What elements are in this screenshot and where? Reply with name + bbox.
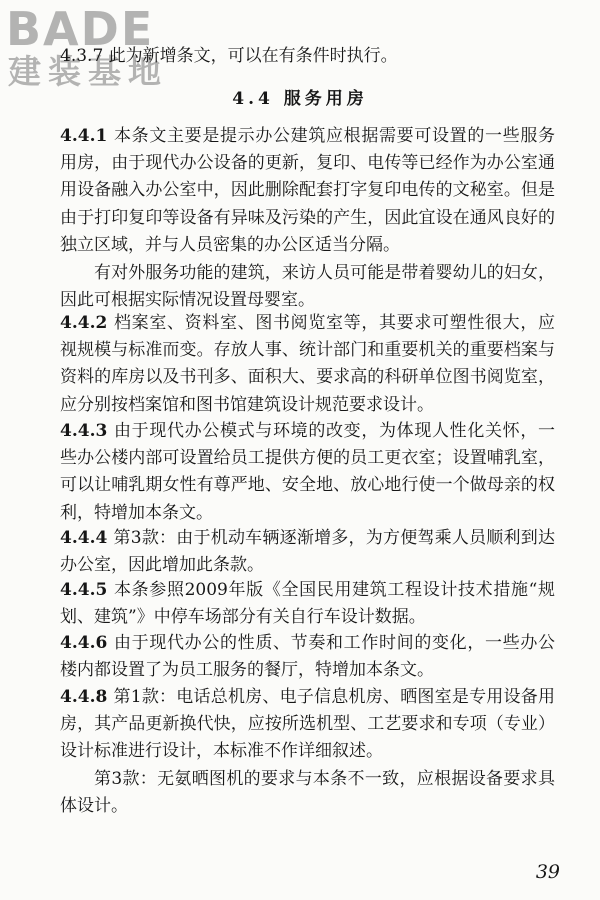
clause-text: 档案室、资料室、图书阅览室等，其要求可塑性很大，应视规模与标准而变。存放人事、统计部门和重要机关的重要档案与资料的库房以及书刊多、面积大、要求高的科研单位图书阅览室，应分别按档案馆和图书馆建筑设计规范要求设计。 [60,313,555,415]
clause-text: 本条参照2009年版《全国民用建筑工程设计技术措施“规划、建筑”》中停车场部分有关自行车设计数据。 [60,580,555,628]
clause-4-3-7-line: 4.3.7 此为新增条文，可以在有条件时执行。 [60,46,398,66]
paragraph-4-4-8 [60,684,555,766]
clause-text: 第3款：无氨晒图机的要求与本条不一致，应根据设备要求具体设计。 [60,769,555,817]
clause-text: 第3款：由于机动车辆逐渐增多，为方便驾乘人员顺利到达办公室，因此增加此条款。 [60,528,555,576]
clause-number: 4.4.5 [60,580,108,600]
paragraph-4-4-5 [60,577,555,631]
clause-number: 4.4.8 [60,687,108,707]
clause-text: 第1款：电话总机房、电子信息机房、晒图室是专用设备用房，其产品更新换代快，应按所选机型、工艺要求和专项（专业）设计标准进行设计，本标准不作详细叙述。 [60,687,555,762]
watermark-subtitle: 建装基地 [8,52,168,91]
clause-text: 由于现代办公模式与环境的改变，为体现人性化关怀，一些办公楼内部可设置给员工提供方便的员工更衣室；设置哺乳室，可以让哺乳期女性有尊严地、安全地、放心地行使一个做母亲的权利，特增加本条文。 [60,421,555,523]
paragraph-4-4-3 [60,418,555,527]
clause-text: 本条文主要是提示办公建筑应根据需要可设置的一些服务用房，由于现代办公设备的更新，复印、电传等已经作为办公室通用设备融入办公室中，因此删除配套打字复印电传的文秘室。但是由于打印复印等设备有异味及污染的产生，因此宜设在通风良好的独立区域，并与人员密集的办公区适当分隔。 [60,126,555,255]
clause-number: 4.4.2 [60,313,108,333]
clause-number: 4.4.1 [60,126,108,146]
clause-number: 4.4.6 [60,633,108,653]
section-title: 4.4 服务用房 [232,89,368,109]
watermark-brand: BADE [6,2,155,56]
clause-text: 由于现代办公的性质、节奏和工作时间的变化，一些办公楼内都设置了为员工服务的餐厅，特增加本条文。 [60,633,555,681]
clause-number: 4.4.4 [60,528,108,548]
paragraph-4-4-4 [60,525,555,579]
paragraph-mother-baby-room [60,260,555,314]
paragraph-4-4-2 [60,310,555,419]
paragraph-4-4-8-item-3 [60,766,555,820]
paragraph-4-4-1 [60,123,555,259]
page-number: 39 [535,861,560,883]
clause-text: 有对外服务功能的建筑，来访人员可能是带着婴幼儿的妇女，因此可根据实际情况设置母婴室。 [60,263,555,311]
paragraph-4-4-6 [60,630,555,684]
clause-number: 4.4.3 [60,421,108,441]
